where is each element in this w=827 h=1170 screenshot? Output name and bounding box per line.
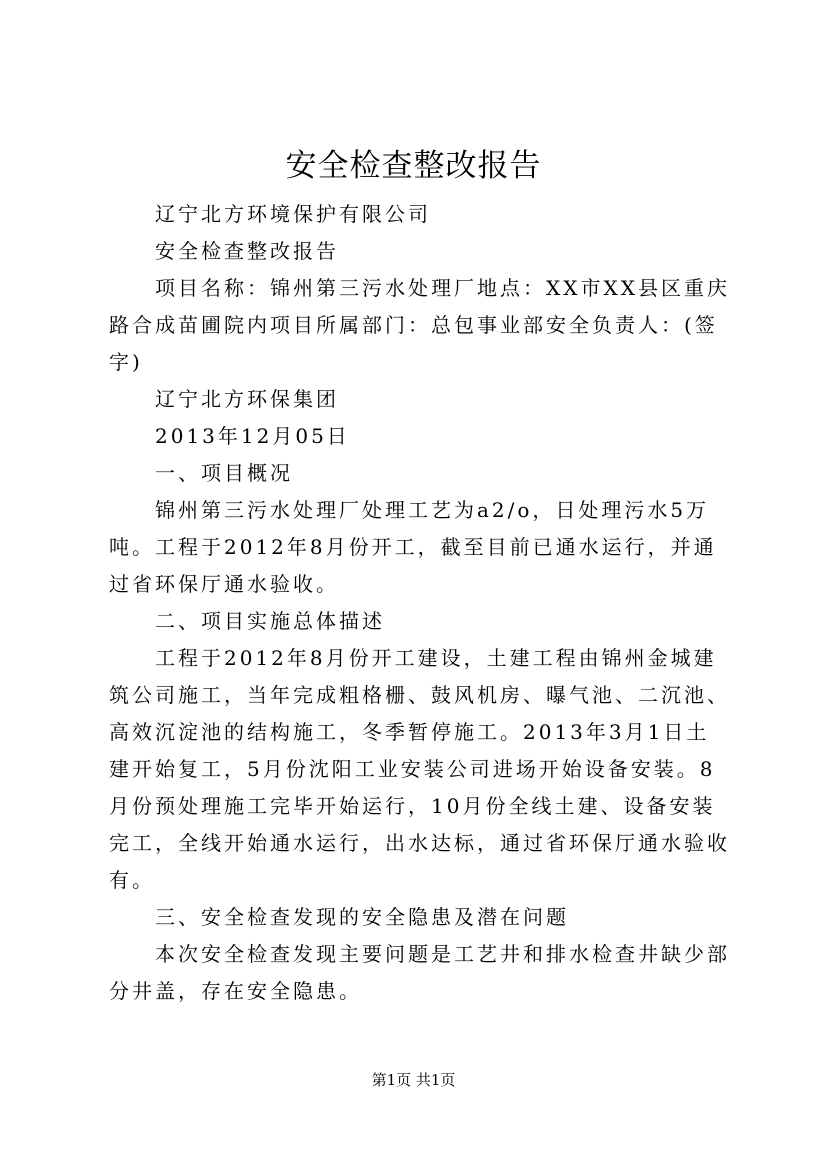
project-info: 项目名称：锦州第三污水处理厂地点：XX市XX县区重庆路合成苗圃院内项目所属部门：总包事业部安全负责人：(签字) [109, 276, 730, 374]
page-footer: 第1页 共1页 [371, 1071, 456, 1089]
description-paragraph: 工程于2012年8月份开工建设，土建工程由锦州金城建筑公司施工，当年完成粗格栅、鼓风机房、曝气池、二沉池、高效沉淀池的结构施工，冬季暂停施工。2013年3月1日土建开始复工，5月份沈阳工业安装公司进场开始设备安装。8月份预处理施工完毕开始运行，10月份全线土建、设备安装完工，全线开始通水运行，出水达标，通过省环保厅通水验收有。 [109, 646, 730, 892]
group-name: 辽宁北方环保集团 [155, 387, 339, 411]
hazards-paragraph: 本次安全检查发现主要问题是工艺井和排水检查井缺少部分井盖，存在安全隐患。 [109, 942, 730, 1003]
section-heading-description: 二、项目实施总体描述 [155, 609, 385, 633]
document-title: 安全检查整改报告 [285, 148, 542, 184]
company-name: 辽宁北方环境保护有限公司 [155, 202, 431, 226]
section-heading-overview: 一、项目概况 [155, 461, 293, 485]
section-heading-hazards: 三、安全检查发现的安全隐患及潜在问题 [155, 905, 569, 929]
overview-paragraph: 锦州第三污水处理厂处理工艺为a2/o，日处理污水5万吨。工程于2012年8月份开工，截至目前已通水运行，并通过省环保厅通水验收。 [109, 498, 717, 596]
report-date: 2013年12月05日 [155, 424, 350, 448]
report-subtitle: 安全检查整改报告 [155, 239, 339, 263]
document-body [109, 196, 731, 1010]
